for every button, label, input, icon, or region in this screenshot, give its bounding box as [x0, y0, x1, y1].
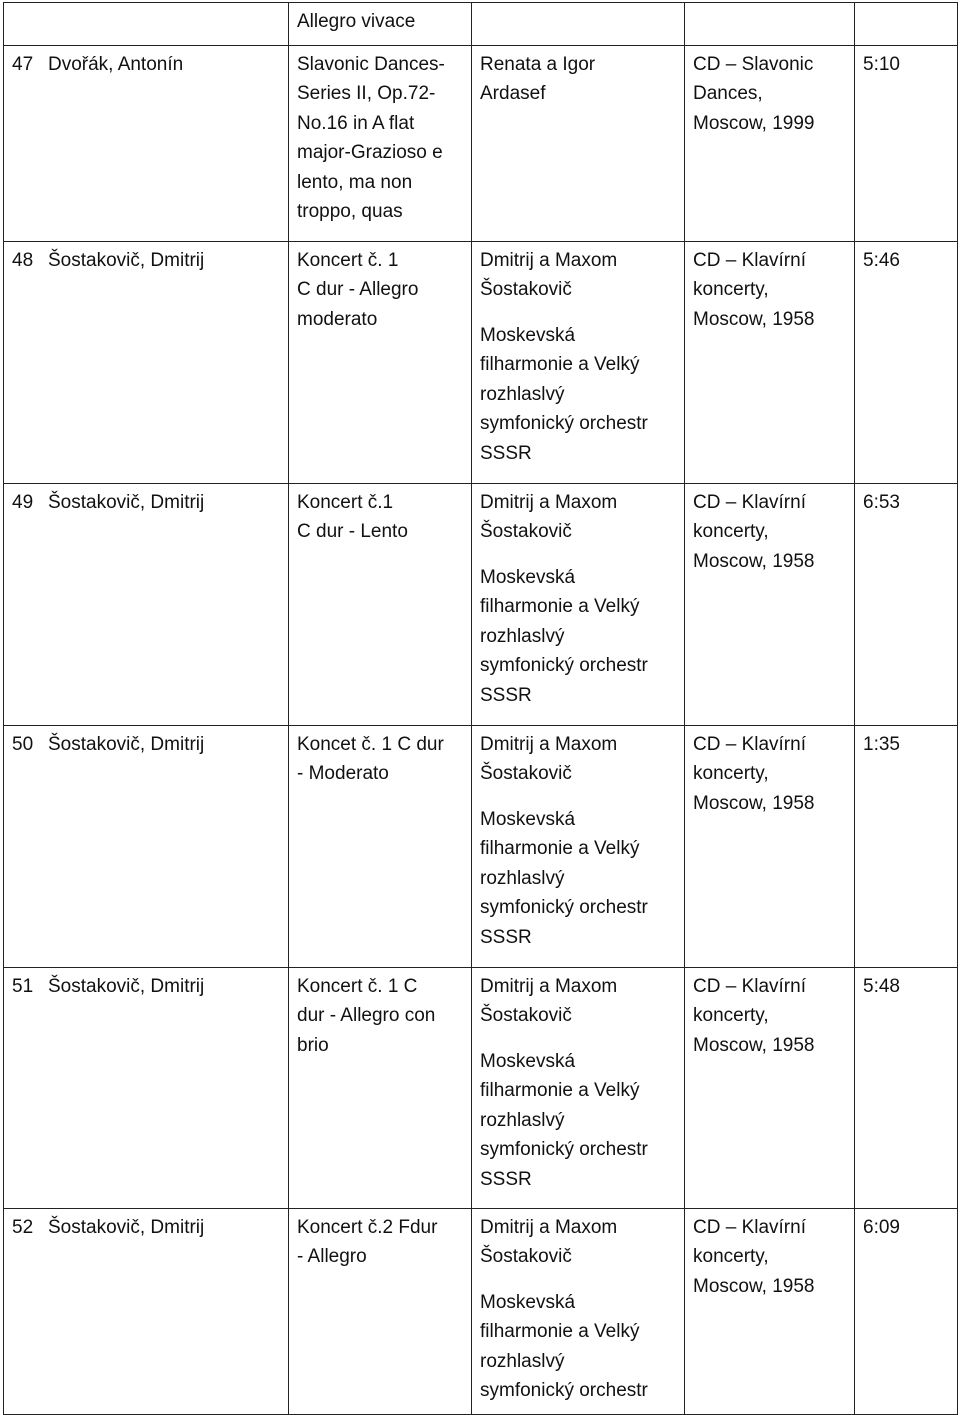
duration: 5:46: [863, 249, 900, 271]
source-cell: [685, 241, 855, 483]
title-line: Koncert č. 1 C: [297, 975, 418, 997]
composer-cell: [4, 967, 289, 1208]
source-line: Moscow, 1958: [693, 1034, 815, 1056]
orchestra-line: SSSR: [480, 926, 532, 948]
duration-cell: [855, 241, 958, 483]
source-line: Dances,: [693, 83, 763, 104]
table-row: [4, 1208, 958, 1414]
performer-line: Dmitrij a Maxom: [480, 249, 618, 271]
composer-name: Šostakovič, Dmitrij: [48, 249, 205, 271]
title-line: troppo, quas: [297, 201, 403, 222]
composer-name: Šostakovič, Dmitrij: [48, 733, 205, 755]
title-line: Koncet č. 1 C dur: [297, 733, 444, 755]
continuation-performer-cell: [472, 3, 685, 46]
row-number: 49: [12, 491, 34, 513]
table-row: [4, 725, 958, 967]
performer-gap: [480, 1031, 676, 1047]
source-line: koncerty,: [693, 1005, 769, 1026]
duration-cell: [855, 45, 958, 241]
orchestra-line: symfonický orchestr: [480, 655, 648, 676]
performer-gap: [480, 1272, 676, 1288]
title-line: C dur - Allegro: [297, 279, 419, 300]
orchestra-line: Moskevská: [480, 324, 576, 346]
source-line: CD – Klavírní: [693, 1216, 806, 1238]
performer-line: Šostakovič: [480, 763, 572, 784]
performer-line: Šostakovič: [480, 279, 572, 300]
continuation-source-cell: [685, 3, 855, 46]
title-line: No.16 in A flat: [297, 112, 415, 134]
source-line: koncerty,: [693, 763, 769, 784]
row-number: 51: [12, 975, 34, 997]
performer-line: Ardasef: [480, 83, 546, 104]
composer-name: Dvořák, Antonín: [48, 53, 184, 75]
duration-cell: [855, 725, 958, 967]
orchestra-line: SSSR: [480, 442, 532, 464]
title-line: - Allegro: [297, 1246, 367, 1267]
performer-line: Šostakovič: [480, 1005, 572, 1026]
source-cell: [685, 483, 855, 725]
composer-cell: [4, 483, 289, 725]
performer-cell: [472, 967, 685, 1208]
title-line: lento, ma non: [297, 171, 413, 193]
source-line: Moscow, 1999: [693, 112, 815, 134]
title-line: dur - Allegro con: [297, 1005, 436, 1026]
composer-cell: [4, 1208, 289, 1414]
duration: 6:53: [863, 491, 900, 513]
source-line: koncerty,: [693, 521, 769, 542]
title-line: moderato: [297, 308, 378, 330]
performer-line: Šostakovič: [480, 521, 572, 542]
orchestra-line: Moskevská: [480, 1050, 576, 1072]
orchestra-line: filharmonie a Velký: [480, 596, 640, 617]
performer-line: Renata a Igor: [480, 53, 596, 75]
source-cell: [685, 725, 855, 967]
performer-gap: [480, 547, 676, 563]
orchestra-line: symfonický orchestr: [480, 413, 648, 434]
duration: 1:35: [863, 733, 900, 755]
orchestra-line: SSSR: [480, 1168, 532, 1190]
title-line: major-Grazioso e: [297, 142, 443, 163]
continuation-row: [4, 3, 958, 46]
source-line: Moscow, 1958: [693, 1275, 815, 1297]
orchestra-line: filharmonie a Velký: [480, 838, 640, 859]
composer-cell: [4, 241, 289, 483]
continuation-number-cell: [4, 3, 289, 46]
title-line: Slavonic Dances-: [297, 53, 445, 75]
orchestra-line: Moskevská: [480, 566, 576, 588]
orchestra-line: filharmonie a Velký: [480, 354, 640, 375]
source-line: CD – Klavírní: [693, 249, 806, 271]
title-cell: [289, 967, 472, 1208]
recordings-table: [3, 2, 958, 1415]
title-cell: [289, 1208, 472, 1414]
source-line: Moscow, 1958: [693, 792, 815, 814]
recordings-table-body: [4, 3, 958, 1415]
orchestra-line: symfonický orchestr: [480, 897, 648, 918]
duration: 5:48: [863, 975, 900, 997]
title-cell: [289, 241, 472, 483]
performer-cell: [472, 725, 685, 967]
source-line: CD – Klavírní: [693, 491, 806, 513]
source-line: CD – Klavírní: [693, 975, 806, 997]
duration-cell: [855, 967, 958, 1208]
orchestra-line: symfonický orchestr: [480, 1380, 648, 1401]
performer-gap: [480, 789, 676, 805]
orchestra-line: rozhlaslvý: [480, 1350, 565, 1372]
composer-cell: [4, 725, 289, 967]
table-row: [4, 45, 958, 241]
orchestra-line: rozhlaslvý: [480, 383, 565, 405]
source-cell: [685, 1208, 855, 1414]
performer-gap: [480, 305, 676, 321]
title-line: brio: [297, 1034, 329, 1056]
orchestra-line: rozhlaslvý: [480, 625, 565, 647]
source-line: Moscow, 1958: [693, 550, 815, 572]
performer-line: Dmitrij a Maxom: [480, 975, 618, 997]
orchestra-line: Moskevská: [480, 1291, 576, 1313]
continuation-title-cell: [289, 3, 472, 46]
composer-name: Šostakovič, Dmitrij: [48, 975, 205, 997]
composer-cell: [4, 45, 289, 241]
row-number: 47: [12, 53, 34, 75]
source-cell: [685, 967, 855, 1208]
continuation-duration-cell: [855, 3, 958, 46]
orchestra-line: SSSR: [480, 684, 532, 706]
title-line: Koncert č.1: [297, 491, 394, 513]
performer-line: Dmitrij a Maxom: [480, 1216, 618, 1238]
duration: 6:09: [863, 1216, 900, 1238]
performer-cell: [472, 483, 685, 725]
performer-cell: [472, 45, 685, 241]
performer-cell: [472, 241, 685, 483]
composer-name: Šostakovič, Dmitrij: [48, 1216, 205, 1238]
duration-cell: [855, 483, 958, 725]
title-line: Koncert č.2 Fdur: [297, 1216, 438, 1238]
title-line: Allegro vivace: [297, 11, 416, 32]
source-line: koncerty,: [693, 1246, 769, 1267]
table-row: [4, 967, 958, 1208]
orchestra-line: filharmonie a Velký: [480, 1321, 640, 1342]
title-cell: [289, 483, 472, 725]
title-cell: [289, 45, 472, 241]
table-row: [4, 241, 958, 483]
orchestra-line: rozhlaslvý: [480, 1109, 565, 1131]
source-cell: [685, 45, 855, 241]
table-row: [4, 483, 958, 725]
title-line: Koncert č. 1: [297, 249, 399, 271]
performer-line: Dmitrij a Maxom: [480, 491, 618, 513]
row-number: 50: [12, 733, 34, 755]
orchestra-line: rozhlaslvý: [480, 867, 565, 889]
source-line: CD – Slavonic: [693, 53, 814, 75]
orchestra-line: Moskevská: [480, 808, 576, 830]
duration: 5:10: [863, 53, 900, 75]
orchestra-line: filharmonie a Velký: [480, 1080, 640, 1101]
title-line: C dur - Lento: [297, 521, 408, 542]
row-number: 52: [12, 1216, 34, 1238]
title-line: Series II, Op.72-: [297, 83, 436, 104]
performer-cell: [472, 1208, 685, 1414]
source-line: koncerty,: [693, 279, 769, 300]
source-line: Moscow, 1958: [693, 308, 815, 330]
performer-line: Dmitrij a Maxom: [480, 733, 618, 755]
source-line: CD – Klavírní: [693, 733, 806, 755]
title-cell: [289, 725, 472, 967]
orchestra-line: symfonický orchestr: [480, 1139, 648, 1160]
title-line: - Moderato: [297, 763, 389, 784]
duration-cell: [855, 1208, 958, 1414]
composer-name: Šostakovič, Dmitrij: [48, 491, 205, 513]
row-number: 48: [12, 249, 34, 271]
performer-line: Šostakovič: [480, 1246, 572, 1267]
